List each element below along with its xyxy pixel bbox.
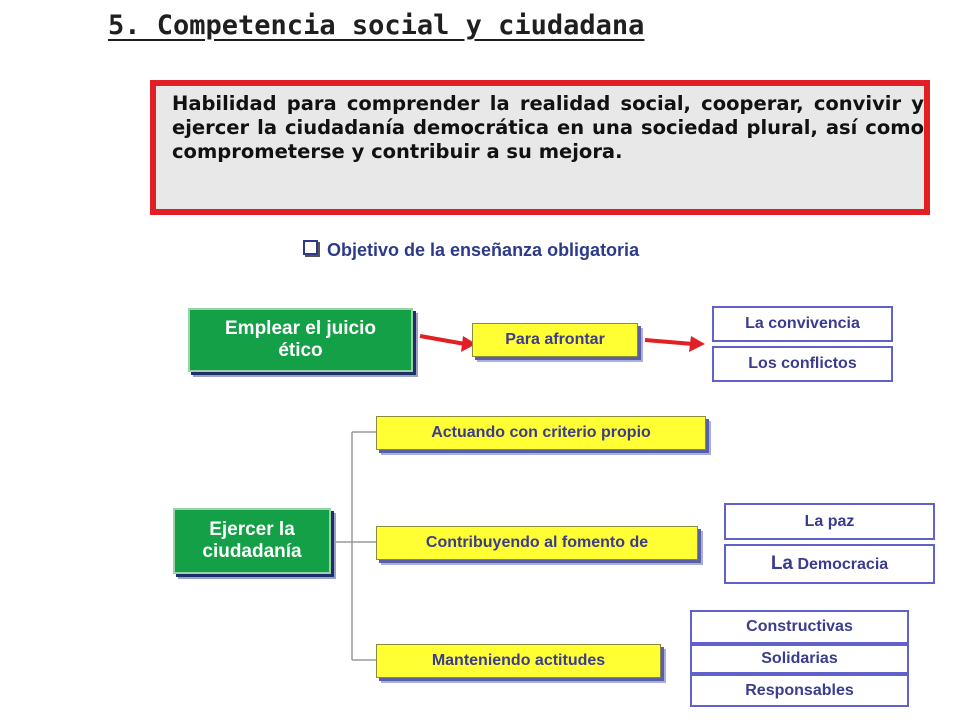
definition-text (172, 92, 924, 164)
definition-line-2: cooperar, convivir y ejercer la ciudadanía (172, 92, 924, 139)
node-emplear-label: Emplear el juicio ético (225, 318, 376, 361)
target-paz (724, 503, 935, 540)
target-democracia-word: Democracia (797, 556, 889, 573)
arrow-line (645, 340, 693, 344)
target-democracia-label (771, 553, 888, 575)
node-para-afrontar-label: Para afrontar (505, 331, 605, 348)
target-convivencia-label: La convivencia (745, 315, 860, 332)
actitud-responsables (690, 674, 909, 707)
actitud-solidarias (690, 644, 909, 674)
objective-heading (303, 240, 639, 261)
actitud-responsables-label: Responsables (745, 681, 854, 699)
definition-line-3: democrática en una sociedad plural, así como (413, 116, 924, 139)
arrow-line (420, 336, 465, 344)
objective-label: Objetivo de la enseñanza obligatoria (327, 240, 640, 260)
target-convivencia (712, 306, 893, 342)
node-emplear-juicio (188, 308, 413, 372)
target-paz-label: La paz (804, 512, 855, 530)
actitud-solidarias-label: Solidarias (761, 650, 838, 667)
target-conflictos-label: Los conflictos (748, 355, 857, 372)
target-democracia-prefix: La (770, 553, 793, 574)
node-ejercer-ciudadania (173, 508, 331, 574)
actitud-constructivas-label: Constructivas (746, 618, 853, 635)
actitud-constructivas (690, 610, 909, 644)
target-democracia (724, 544, 935, 584)
target-conflictos (712, 346, 893, 382)
branch-actitudes-label: Manteniendo actitudes (431, 652, 606, 669)
branch-actitudes (376, 644, 661, 678)
branch-criterio-label: Actuando con criterio propio (431, 424, 651, 441)
branch-fomento-label: Contribuyendo al fomento de (425, 534, 649, 551)
page-title: 5. Competencia social y ciudadana (108, 10, 645, 41)
node-ejercer-label: Ejercer la ciudadanía (202, 519, 302, 562)
node-para-afrontar (472, 323, 638, 357)
branch-criterio-propio (376, 416, 706, 450)
definition-line-1: Habilidad para comprender la realidad social, (172, 92, 691, 115)
definition-line-4: comprometerse y contribuir a su mejora. (172, 140, 623, 163)
checkbox-bullet-icon (303, 240, 318, 255)
arrow-head (689, 336, 705, 352)
branch-fomento (376, 526, 698, 560)
